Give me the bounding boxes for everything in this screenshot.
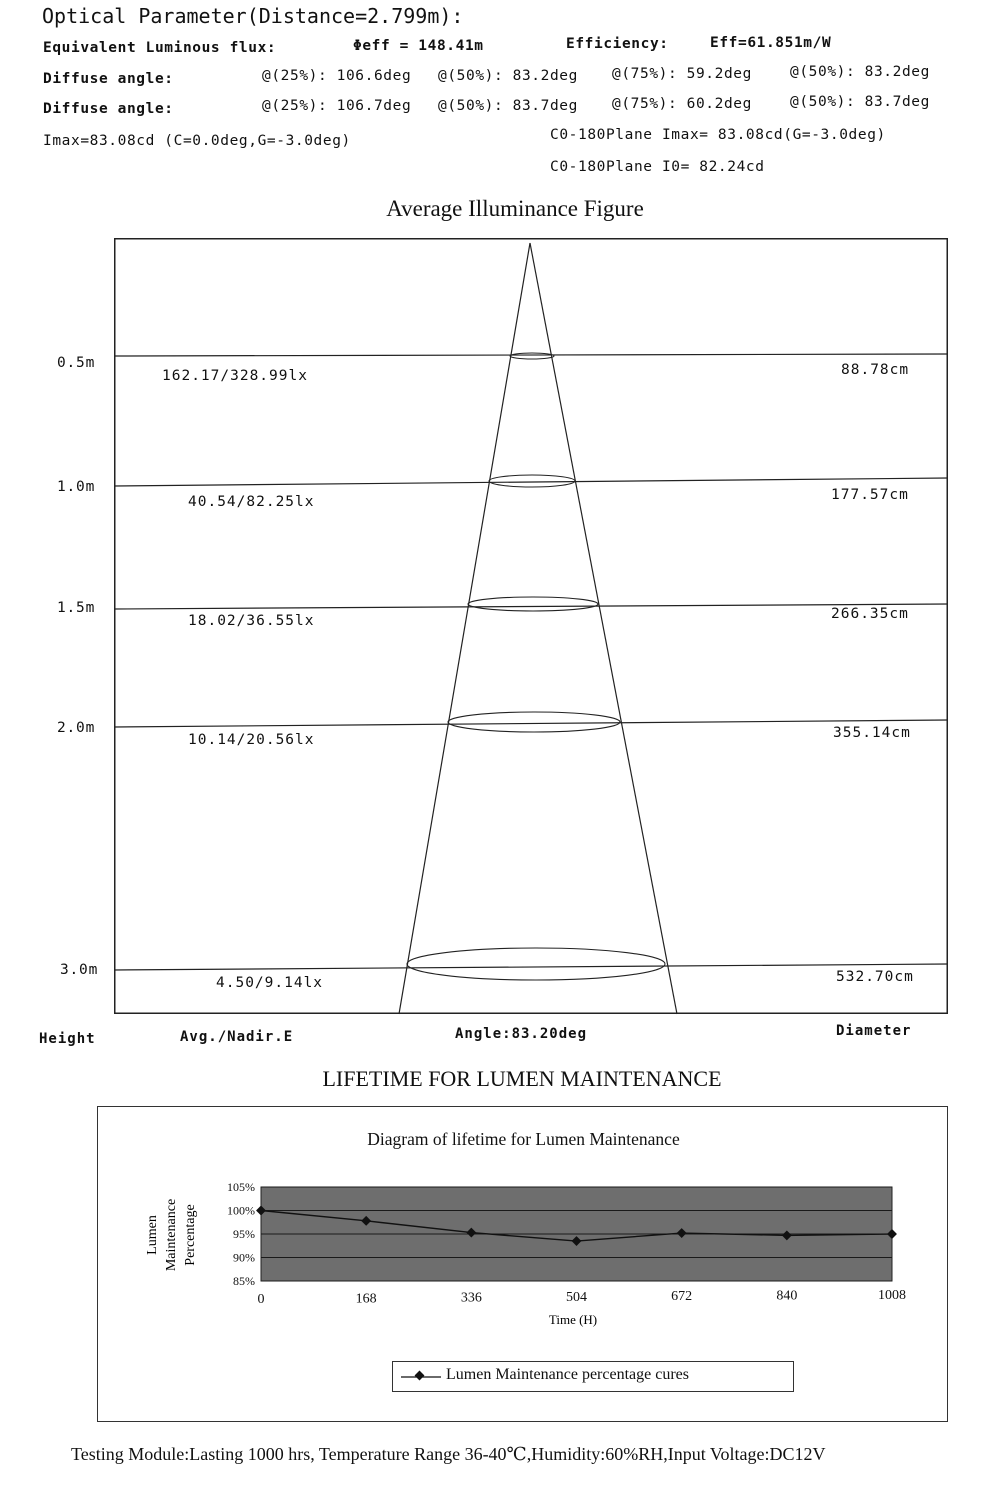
ylabel-line-1: Maintenance: [164, 1198, 179, 1272]
beam-ellipse-3: [448, 712, 620, 732]
beam-edge-right: [530, 243, 677, 1014]
flux-value: Φeff = 148.41m: [353, 38, 484, 54]
legend-swatch: [401, 1368, 441, 1386]
level-line-4: [114, 964, 948, 970]
level-line-0: [114, 354, 948, 356]
footer-avg-label: Avg./Nadir.E: [180, 1029, 294, 1045]
diameter-label-4: 532.70cm: [836, 969, 914, 985]
y-tick-label-3: 90%: [233, 1250, 255, 1265]
diffuse-1-a50b: @(50%): 83.2deg: [790, 64, 930, 80]
beam-ellipse-4: [407, 948, 665, 980]
chart-title: Diagram of lifetime for Lumen Maintenance: [367, 1129, 680, 1149]
diffuse-label-1: Diffuse angle:: [43, 71, 174, 87]
diffuse-2-a50b: @(50%): 83.7deg: [790, 94, 930, 110]
x-tick-label-3: 504: [566, 1289, 587, 1305]
diffuse-2-a50: @(50%): 83.7deg: [438, 98, 578, 114]
y-tick-label-0: 105%: [227, 1180, 255, 1194]
illum-label-0: 162.17/328.99lx: [162, 368, 308, 384]
diameter-label-2: 266.35cm: [831, 606, 909, 622]
footer-diameter-label: Diameter: [836, 1023, 912, 1039]
x-tick-label-4: 672: [671, 1289, 693, 1305]
chart-ylabel: [145, 1199, 198, 1271]
x-tick-label-6: 1008: [878, 1287, 906, 1303]
beam-edge-left: [399, 243, 530, 1014]
level-line-1: [114, 478, 948, 486]
height-label-2: 1.5m: [57, 600, 96, 616]
diameter-label-1: 177.57cm: [831, 487, 909, 503]
x-tick-label-5: 840: [776, 1288, 798, 1304]
height-label-0: 0.5m: [57, 355, 96, 371]
ylabel-line-2: Percentage: [183, 1204, 198, 1266]
diffuse-label-2: Diffuse angle:: [43, 101, 174, 117]
footer-height-label: Height: [39, 1031, 96, 1047]
illum-label-1: 40.54/82.25lx: [188, 494, 315, 510]
height-label-1: 1.0m: [57, 479, 96, 495]
legend-label: Lumen Maintenance percentage cures: [446, 1366, 689, 1383]
level-line-3: [114, 720, 948, 727]
diameter-label-3: 355.14cm: [833, 725, 911, 741]
y-tick-label-2: 95%: [233, 1227, 255, 1241]
plane-imax: C0-180Plane Imax= 83.08cd(G=-3.0deg): [550, 127, 886, 143]
efficiency-label: Efficiency:: [566, 36, 669, 52]
chart-legend: [392, 1361, 794, 1392]
diffuse-2-a25: @(25%): 106.7deg: [262, 98, 412, 114]
x-tick-label-0: 0: [257, 1292, 265, 1307]
illum-label-2: 18.02/36.55lx: [188, 613, 315, 629]
diffuse-1-a50: @(50%): 83.2deg: [438, 68, 578, 84]
imax-left: Imax=83.08cd (C=0.0deg,G=-3.0deg): [43, 133, 351, 149]
beam-ellipse-2: [468, 597, 598, 611]
height-label-4: 3.0m: [60, 962, 99, 978]
flux-label: Equivalent Luminous flux:: [43, 40, 277, 56]
testing-conditions-note: Testing Module:Lasting 1000 hrs, Temperature Range 36-40℃,Humidity:60%RH,Input Voltage:DC12V: [71, 1444, 826, 1464]
illum-label-4: 4.50/9.14lx: [216, 975, 324, 991]
plane-i0: C0-180Plane I0= 82.24cd: [550, 159, 765, 175]
diffuse-1-a25: @(25%): 106.6deg: [262, 68, 412, 84]
y-tick-label-1: 100%: [227, 1203, 255, 1218]
lifetime-section-title: LIFETIME FOR LUMEN MAINTENANCE: [322, 1066, 722, 1091]
x-tick-label-1: 168: [355, 1291, 377, 1307]
efficiency-value: Eff=61.851m/W: [710, 35, 832, 51]
diffuse-1-a75: @(75%): 59.2deg: [612, 66, 752, 82]
ylabel-line-0: Lumen: [145, 1215, 160, 1255]
illuminance-title: Average Illuminance Figure: [386, 196, 644, 221]
beam-ellipse-0: [510, 353, 554, 359]
y-tick-label-4: 85%: [233, 1274, 255, 1288]
header-title: Optical Parameter(Distance=2.799m):: [42, 4, 464, 28]
lifetime-chart-box: [97, 1106, 948, 1422]
illum-label-3: 10.14/20.56lx: [188, 732, 315, 748]
diffuse-2-a75: @(75%): 60.2deg: [612, 96, 752, 112]
height-label-3: 2.0m: [57, 720, 96, 736]
beam-ellipse-1: [489, 475, 575, 487]
level-line-2: [114, 604, 948, 609]
chart-xlabel: Time (H): [548, 1312, 598, 1327]
footer-angle-label: Angle:83.20deg: [455, 1026, 588, 1042]
diameter-label-0: 88.78cm: [841, 362, 910, 378]
x-tick-label-2: 336: [460, 1290, 482, 1306]
